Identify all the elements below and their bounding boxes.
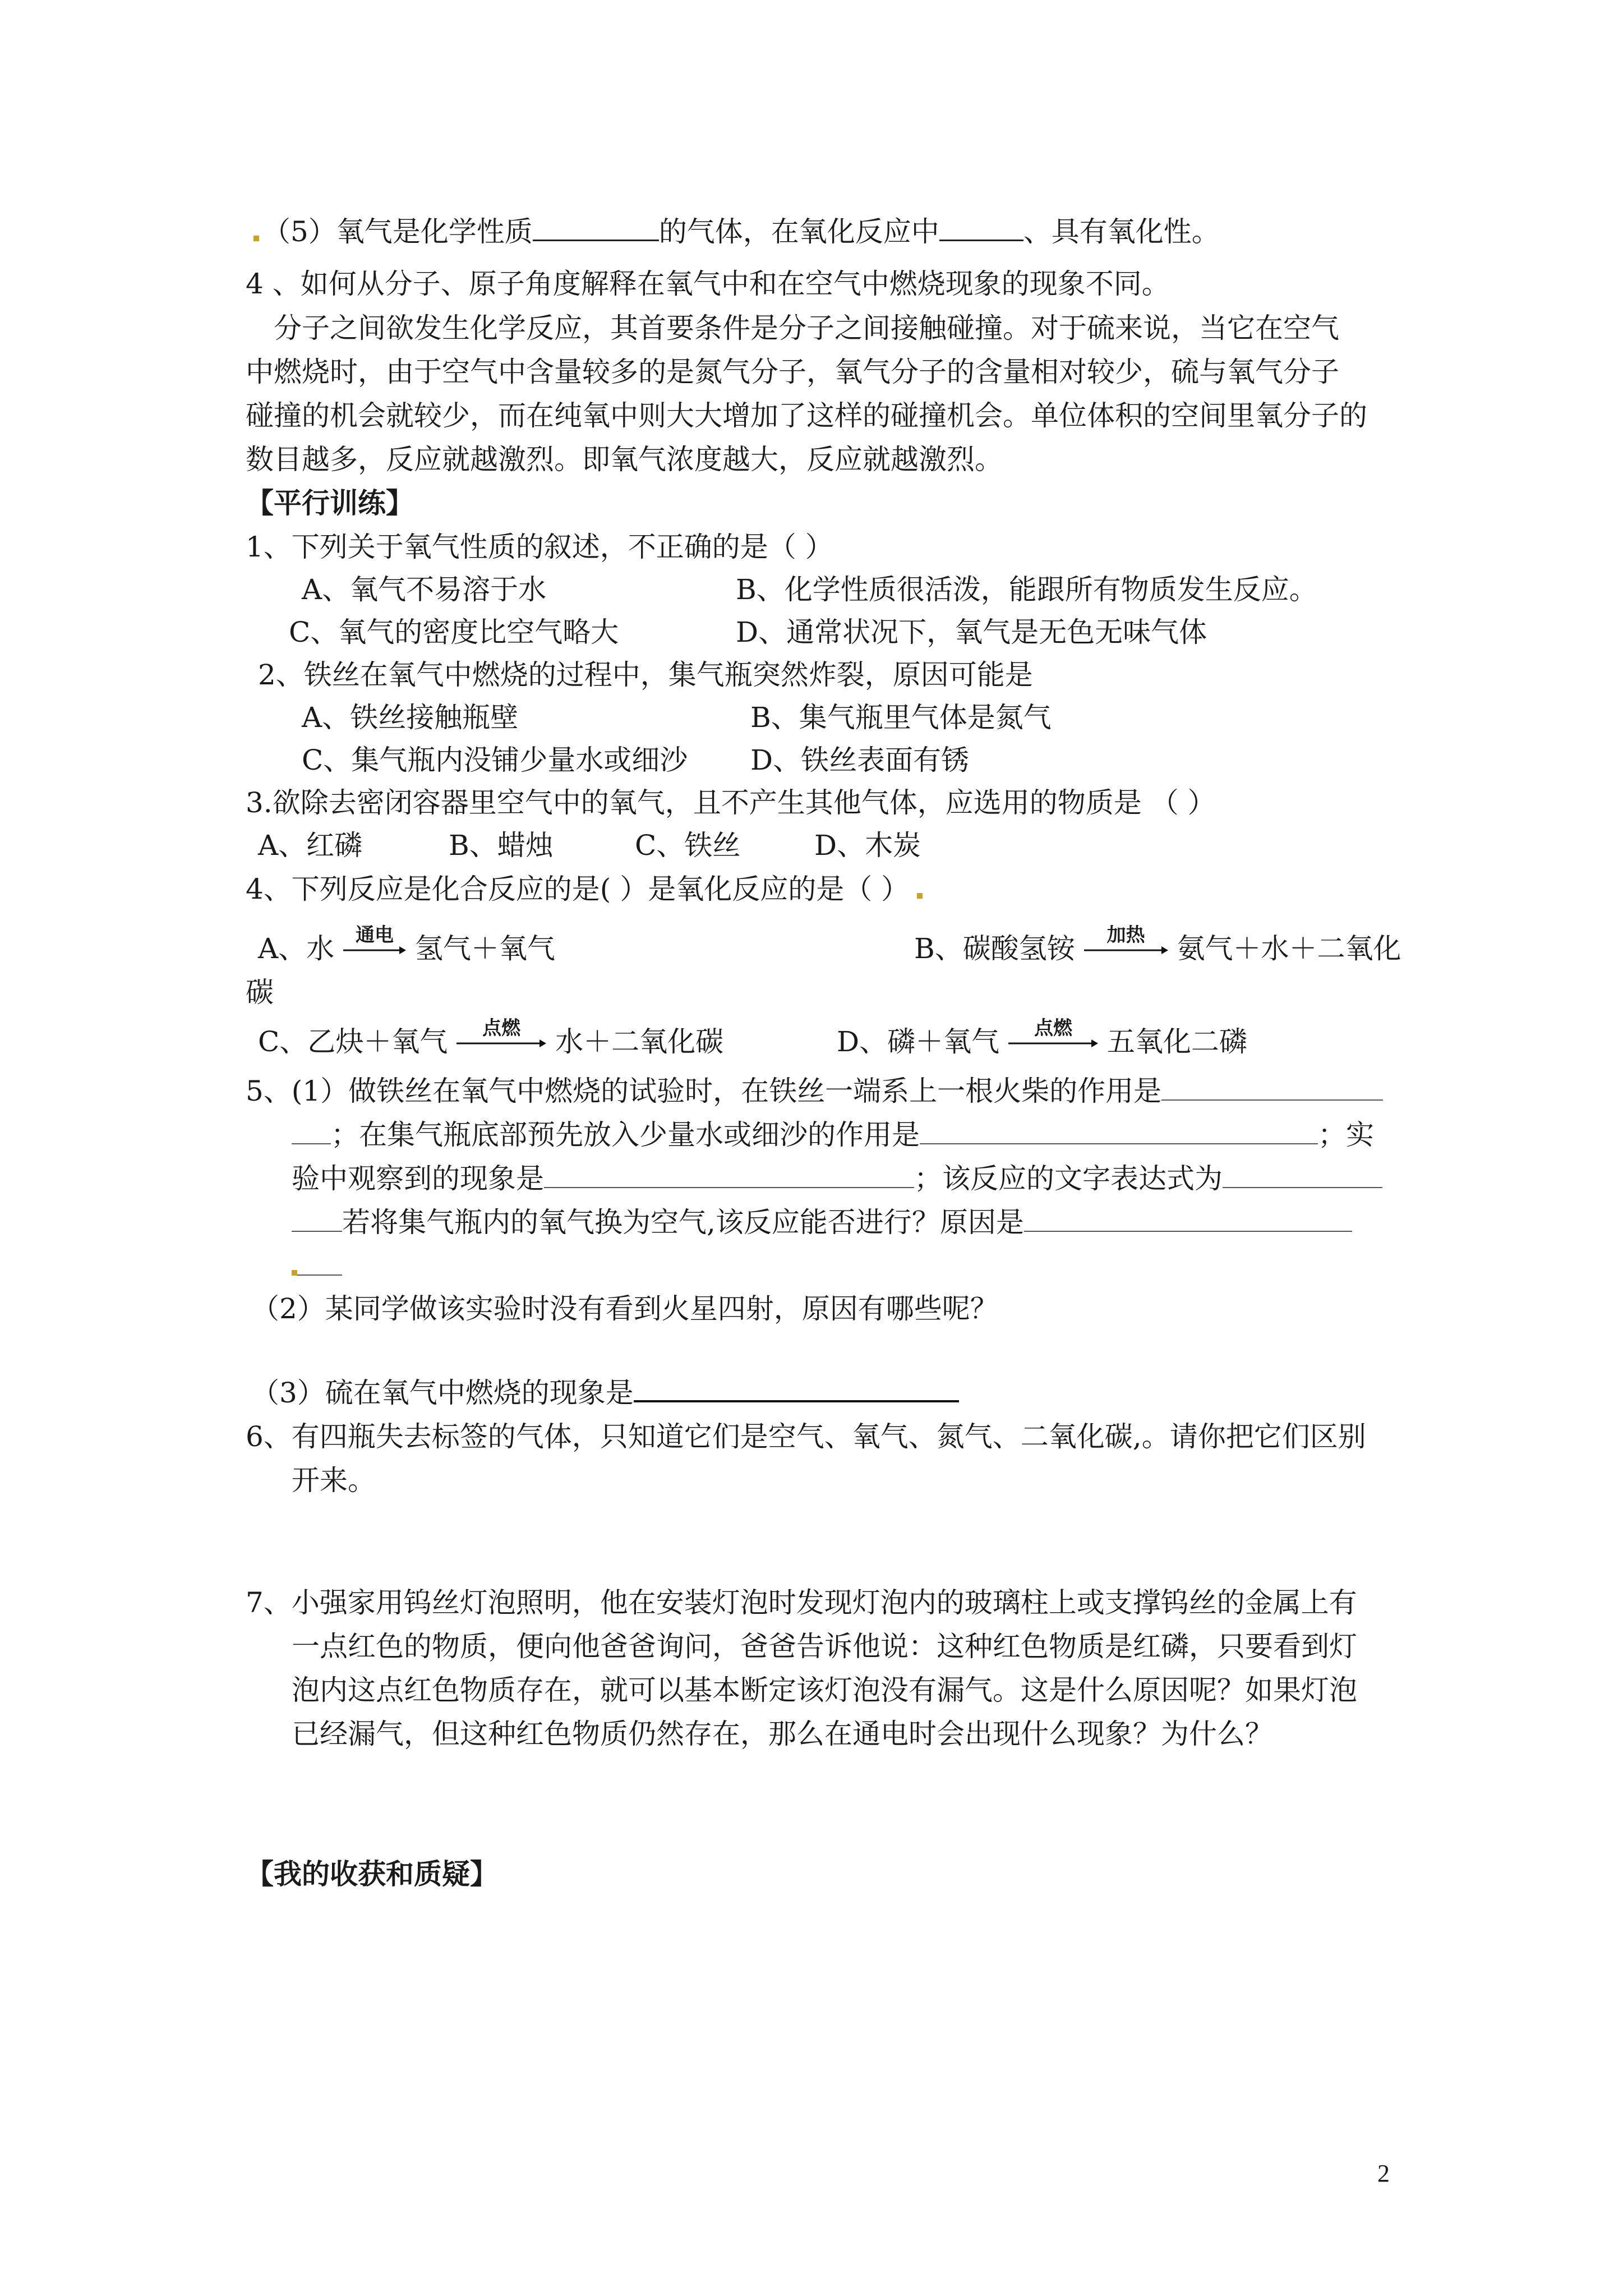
p1-option-a: A、氧气不易溶于水: [302, 573, 547, 606]
reaction-arrow: [343, 924, 406, 958]
practice-2-stem: 2、铁丝在氧气中燃烧的过程中，集气瓶突然炸裂，原因可能是: [258, 659, 1033, 691]
reaction-arrow: [1008, 1017, 1098, 1051]
p4-stem-text: 4、下列反应是化合反应的是( ）是氧化反应的是（ ）: [246, 873, 910, 905]
reaction-arrow: [1084, 924, 1168, 958]
blank[interactable]: [297, 1246, 342, 1276]
blank[interactable]: [1161, 1071, 1383, 1101]
p2-option-d: D、铁丝表面有锈: [750, 744, 970, 776]
p3-option-c: C、铁丝: [635, 829, 741, 862]
blank[interactable]: [634, 1372, 959, 1402]
practice-7-line-3: 泡内这点红色物质存在，就可以基本断定该灯泡没有漏气。这是什么原因呢？如果灯泡: [292, 1674, 1357, 1706]
blank[interactable]: [292, 1203, 342, 1232]
q3-5-mid: 的气体，在氧化反应中: [658, 215, 939, 248]
q4-explanation-line: 中燃烧时，由于空气中含量较多的是氮气分子，氧气分子的含量相对较少，硫与氧气分子: [246, 356, 1339, 388]
p4-d-product: 五氧化二磷: [1106, 1025, 1247, 1058]
p4-option-a: [258, 924, 555, 970]
practice-6-line-1: 6、有四瓶失去标签的气体，只知道它们是空气、氧气、氮气、二氧化碳,。请你把它们区别: [246, 1420, 1366, 1453]
practice-3-stem: 3.欲除去密闭容器里空气中的氧气，且不产生其他气体，应选用的物质是 （ ）: [246, 786, 1216, 819]
practice-5-sub-2: （2）某同学做该实验时没有看到火星四射，原因有哪些呢？: [251, 1292, 998, 1325]
p4-option-d: [837, 1017, 1247, 1064]
question-3-5: [253, 210, 1220, 254]
practice-5-line-2: [292, 1113, 1374, 1157]
practice-5-line-5: [292, 1244, 342, 1288]
blank[interactable]: [533, 211, 659, 241]
p3-option-d: D、木炭: [814, 829, 921, 862]
question-4-title: 4 、如何从分子、原子角度解释在氧气中和在空气中燃烧现象的现象不同。: [246, 268, 1170, 300]
reaction-condition: 点燃: [482, 1017, 521, 1039]
blank[interactable]: [920, 1115, 1318, 1144]
reaction-condition: 通电: [356, 924, 394, 946]
p4-option-b: [914, 924, 1401, 970]
practice-6-line-2: 开来。: [292, 1464, 376, 1497]
p4-c-product: 水＋二氧化碳: [555, 1025, 724, 1058]
p5-s3-text: （3）硫在氧气中燃烧的现象是: [251, 1377, 634, 1409]
blank[interactable]: [292, 1115, 331, 1144]
p2-option-c: C、集气瓶内没铺少量水或细沙: [302, 744, 688, 776]
p4-d-reactant: D、磷＋氧气: [837, 1025, 1000, 1058]
p1-option-d: D、通常状况下，氧气是无色无味气体: [736, 616, 1207, 648]
practice-5-sub-3: [251, 1371, 959, 1415]
stray-mark: [917, 893, 923, 899]
p2-option-a: A、铁丝接触瓶壁: [302, 701, 519, 734]
reaction-condition: 加热: [1106, 924, 1145, 946]
p1-option-c: C、氧气的密度比空气略大: [289, 616, 619, 648]
stray-mark: [253, 236, 259, 241]
p5-l3a-text: 验中观察到的现象是: [292, 1162, 544, 1195]
practice-4-stem: [246, 867, 926, 911]
p4-c-reactant: C、乙炔＋氧气: [258, 1025, 448, 1058]
p5-l2a-text: ；在集气瓶底部预先放入少量水或细沙的作用是: [331, 1119, 920, 1151]
section-heading-practice: 【平行训练】: [246, 486, 414, 519]
practice-5-line-1: [246, 1069, 1383, 1113]
p4-a-product: 氢气＋氧气: [414, 932, 555, 965]
p4-b-product: 氨气＋水＋二氧化: [1177, 932, 1401, 965]
q4-explanation-line: 碰撞的机会就较少，而在纯氧中则大大增加了这样的碰撞机会。单位体积的空间里氧分子的: [246, 399, 1367, 432]
reaction-condition: 点燃: [1034, 1017, 1072, 1039]
p3-option-b: B、蜡烛: [449, 829, 554, 862]
p5-l3b-text: ；该反应的文字表达式为: [914, 1162, 1223, 1195]
q3-5-pre: （5）氧气是化学性质: [262, 215, 533, 248]
blank[interactable]: [1223, 1159, 1382, 1188]
p4-a-reactant: A、水: [258, 932, 335, 965]
p5-l1-text: 5、(1）做铁丝在氧气中燃烧的试验时，在铁丝一端系上一根火柴的作用是: [246, 1075, 1162, 1107]
practice-5-line-4: [292, 1200, 1352, 1244]
q3-5-post: 、具有氧化性。: [1023, 215, 1220, 248]
practice-7-line-2: 一点红色的物质，便向他爸爸询问，爸爸告诉他说：这种红色物质是红磷，只要看到灯: [292, 1630, 1357, 1663]
practice-5-line-3: [292, 1157, 1382, 1200]
p4-option-c: [258, 1017, 724, 1064]
practice-7-line-4: 已经漏气，但这种红色物质仍然存在，那么在通电时会出现什么现象？为什么？: [292, 1718, 1273, 1750]
blank[interactable]: [544, 1159, 914, 1188]
page-number: 2: [1377, 2160, 1390, 2187]
blank[interactable]: [939, 211, 1023, 241]
practice-7-line-1: 7、小强家用钨丝灯泡照明，他在安装灯泡时发现灯泡内的玻璃柱上或支撑钨丝的金属上有: [246, 1586, 1357, 1619]
p4-b-product-wrap: 碳: [246, 976, 274, 1009]
reaction-arrow: [457, 1017, 546, 1051]
p1-option-b: B、化学性质很活泼，能跟所有物质发生反应。: [736, 573, 1317, 606]
section-heading-harvest: 【我的收获和质疑】: [246, 1857, 498, 1890]
p4-b-reactant: B、碳酸氢铵: [914, 932, 1075, 965]
blank[interactable]: [1024, 1203, 1352, 1232]
q4-explanation-line: 分子之间欲发生化学反应，其首要条件是分子之间接触碰撞。对于硫来说，当它在空气: [274, 312, 1339, 344]
stray-mark: [292, 1270, 297, 1276]
p3-option-a: A、红磷: [258, 829, 363, 862]
q4-explanation-line: 数目越多，反应就越激烈。即氧气浓度越大，反应就越激烈。: [246, 443, 1003, 476]
practice-1-stem: 1、下列关于氧气性质的叙述，不正确的是（ ）: [246, 531, 833, 563]
p5-l4a-text: 若将集气瓶内的氧气换为空气,该反应能否进行？原因是: [342, 1206, 1024, 1239]
p5-l2b-text: ；实: [1318, 1119, 1374, 1151]
p2-option-b: B、集气瓶里气体是氮气: [750, 701, 1052, 734]
